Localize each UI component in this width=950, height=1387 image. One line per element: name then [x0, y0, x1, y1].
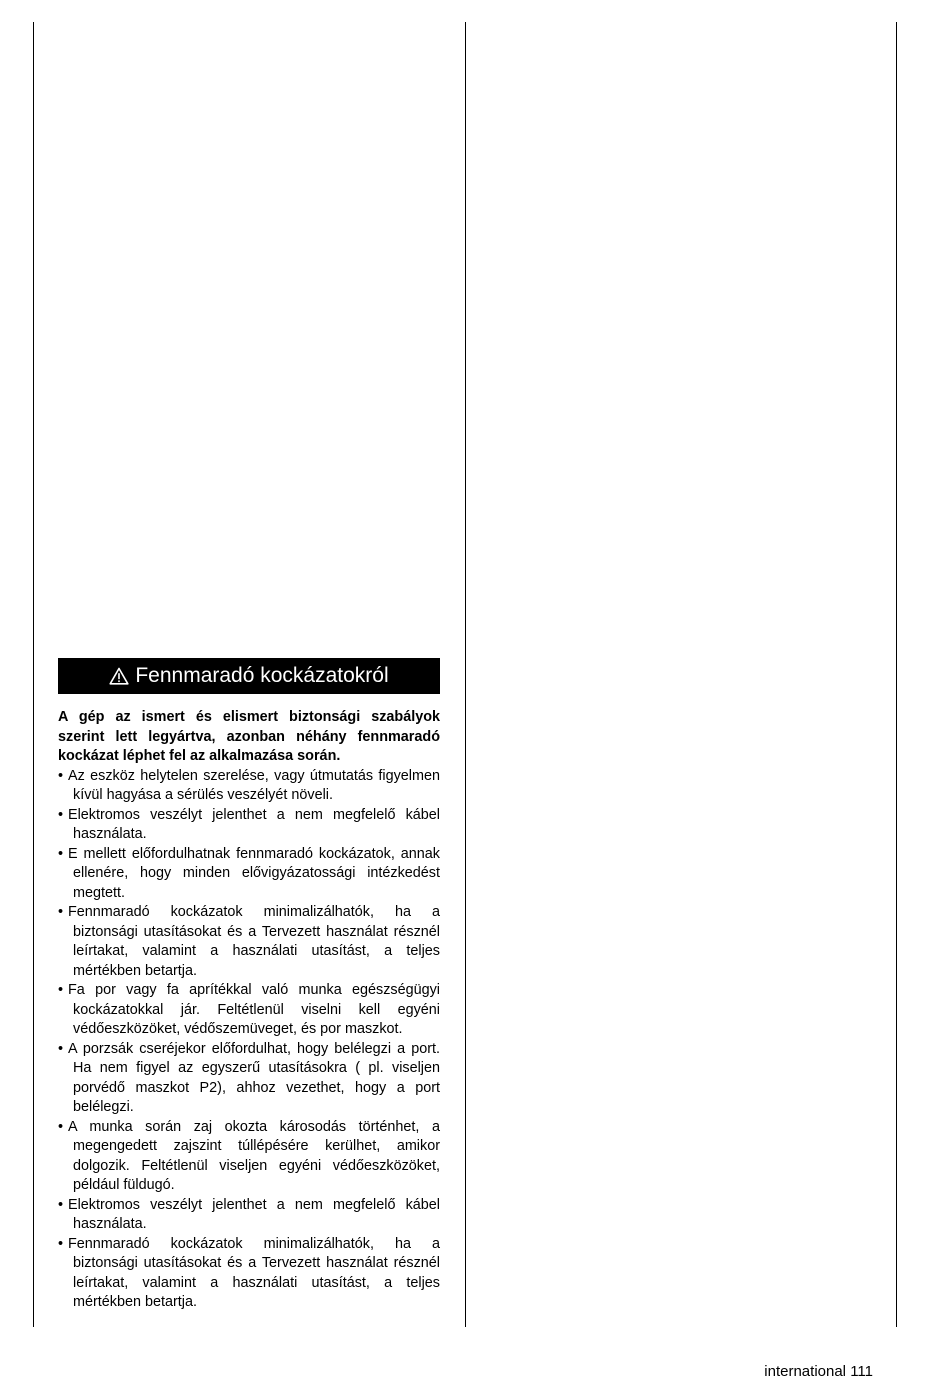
column-rule-left: [33, 22, 34, 1327]
bullet: •: [58, 1235, 64, 1252]
column-rule-right: [896, 22, 897, 1327]
list-item-text: Fennmaradó kockázatok minimalizálhatók, ha a biztonsági utasításokat és a Tervezett használat résznél leírtakat, valamint a használati utasítást, a teljes mértékben betartja.: [68, 904, 440, 979]
section-title: Fennmaradó kockázatokról: [135, 664, 389, 687]
page-footer: [764, 1362, 873, 1382]
list-item: [58, 1118, 440, 1196]
list-item: [58, 1040, 440, 1118]
bullet: •: [58, 767, 64, 784]
list-item-text: Fennmaradó kockázatok minimalizálhatók, ha a biztonsági utasításokat és a Tervezett használat résznél leírtakat, valamint a használati utasítást, a teljes mértékben betartja.: [68, 1235, 440, 1310]
footer-label: international: [764, 1363, 847, 1380]
list-item: [58, 1196, 440, 1235]
list-item: [58, 806, 440, 845]
bullet: •: [58, 904, 64, 920]
page-number: 111: [850, 1363, 873, 1380]
list-item-text: Az eszköz helytelen szerelése, vagy útmutatás figyelmen kívül hagyása a sérülés veszélyét növeli.: [68, 767, 440, 803]
list-item-text: E mellett előfordulhatnak fennmaradó kockázatok, annak ellenére, hogy minden elővigyázatossági intézkedést megtett.: [68, 845, 440, 901]
residual-risks-section: [58, 658, 440, 1313]
bullet: •: [58, 1040, 64, 1057]
list-item-text: Fa por vagy fa aprítékkal való munka egészségügyi kockázatokkal jár. Feltétlenül viselni kell egyéni védőeszközöket, védőszemüveget, és por maszkot.: [68, 982, 440, 1037]
bullet: •: [58, 982, 64, 998]
bullet: •: [58, 1196, 64, 1213]
list-item-text: A porzsák cseréjekor előfordulhat, hogy belélegzi a port. Ha nem figyel az egyszerű utasításokra ( pl. viseljen porvédő maszkot P2), ahhoz vezethet, hogy a port belélegzi.: [68, 1040, 440, 1115]
column-rule-middle: [465, 22, 466, 1327]
bullet: •: [58, 806, 64, 823]
warning-triangle-icon: [109, 667, 129, 685]
list-item-text: Elektromos veszélyt jelenthet a nem megfelelő kábel használata.: [68, 1196, 440, 1232]
list-item-text: Elektromos veszélyt jelenthet a nem megfelelő kábel használata.: [68, 806, 440, 842]
list-item: [58, 845, 440, 904]
list-item: [58, 1235, 440, 1313]
section-intro: A gép az ismert és elismert biztonsági szabályok szerint lett legyártva, azonban néhány fennmaradó kockázat léphet fel az alkalmazása során.: [58, 709, 440, 764]
risk-list: [58, 767, 440, 1313]
list-item: [58, 903, 440, 981]
list-item: [58, 981, 440, 1040]
section-header: [58, 658, 440, 694]
list-item: [58, 767, 440, 806]
bullet: •: [58, 845, 64, 862]
bullet: •: [58, 1118, 64, 1135]
list-item-text: A munka során zaj okozta károsodás történhet, a megengedett zajszint túllépésére kerülhet, amikor dolgozik. Feltétlenül viseljen egyéni védőeszközöket, például füldugó.: [68, 1118, 440, 1193]
